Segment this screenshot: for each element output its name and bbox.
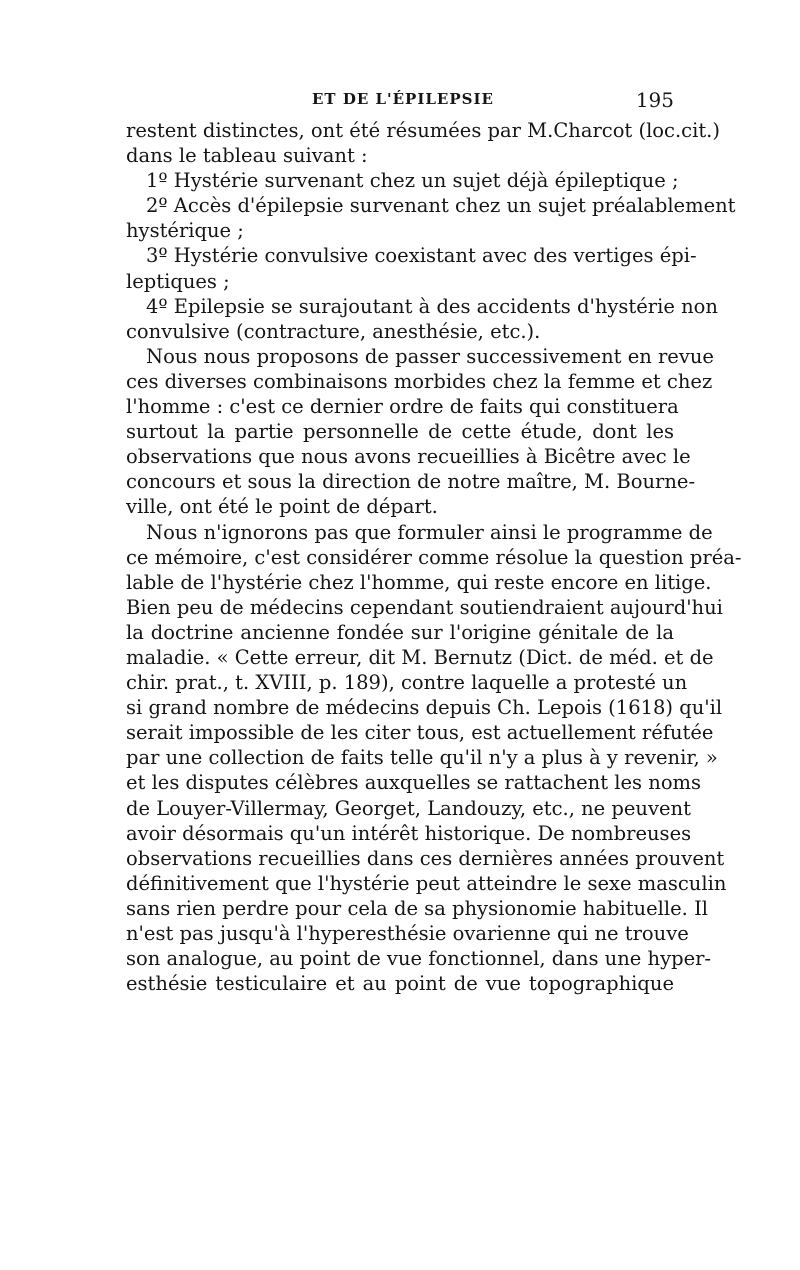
running-title: ET DE L'ÉPILEPSIE [312, 90, 494, 108]
text-line: si grand nombre de médecins depuis Ch. Lepois (1618) qu'il [126, 696, 723, 720]
text-line: Nous nous proposons de passer successivement en revue [146, 344, 714, 368]
text-line: convulsive (contracture, anesthésie, etc.). [126, 319, 541, 343]
text-line: restent distinctes, ont été résumées par M.Charcot (loc.cit.) [126, 119, 720, 142]
text-line: 1º Hystérie survenant chez un sujet déjà épileptique ; [146, 169, 679, 193]
text-line: n'est pas jusqu'à l'hyperesthésie ovarienne qui ne trouve [126, 922, 689, 945]
book-page [126, 88, 742, 996]
text-line: lable de l'hystérie chez l'homme, qui reste encore en litige. [126, 570, 712, 594]
text-line: ville, ont été le point de départ. [126, 495, 438, 519]
text-line: 2º Accès d'épilepsie survenant chez un sujet préalablement [146, 194, 736, 218]
text-line: leptiques ; [126, 269, 230, 293]
text-line: son analogue, au point de vue fonctionnel, dans une hyper- [126, 947, 712, 971]
text-line: concours et sous la direction de notre maître, M. Bourne- [126, 470, 696, 494]
text-line: définitivement que l'hystérie peut atteindre le sexe masculin [126, 871, 727, 895]
text-line: maladie. « Cette erreur, dit M. Bernutz (Dict. de méd. et de [126, 645, 714, 669]
text-line: esthésie testiculaire et au point de vue topographique [126, 972, 674, 996]
body-text [126, 118, 742, 996]
running-head [126, 88, 674, 118]
text-line: 3º Hystérie convulsive coexistant avec des vertiges épi- [146, 244, 697, 268]
text-line: sans rien perdre pour cela de sa physionomie habituelle. Il [126, 896, 709, 920]
text-line: chir. prat., t. XVIII, p. 189), contre laquelle a protesté un [126, 671, 688, 695]
text-line: par une collection de faits telle qu'il n'y a plus à y revenir, » [126, 746, 718, 770]
text-line: avoir désormais qu'un intérêt historique. De nombreuses [126, 821, 692, 845]
text-line: dans le tableau suivant : [126, 144, 368, 168]
text-line: surtout la partie personnelle de cette étude, dont les [126, 420, 674, 444]
text-line: serait impossible de les citer tous, est actuellement réfutée [126, 721, 714, 745]
text-line: l'homme : c'est ce dernier ordre de faits qui constituera [126, 395, 679, 419]
text-line: la doctrine ancienne fondée sur l'origine génitale de la [126, 620, 674, 644]
text-line: Nous n'ignorons pas que formuler ainsi le programme de [146, 520, 713, 544]
text-line: ce mémoire, c'est considérer comme résolue la question préa- [126, 545, 742, 569]
text-line: 4º Epilepsie se surajoutant à des accidents d'hystérie non [146, 294, 718, 318]
text-line: et les disputes célèbres auxquelles se rattachent les noms [126, 771, 702, 795]
page-number: 195 [635, 88, 674, 112]
text-line: observations recueillies dans ces dernières années prouvent [126, 846, 725, 870]
text-line: Bien peu de médecins cependant soutiendraient aujourd'hui [126, 595, 723, 619]
text-line: observations que nous avons recueillies à Bicêtre avec le [126, 445, 691, 469]
text-line: hystérique ; [126, 219, 244, 243]
text-line: ces diverses combinaisons morbides chez la femme et chez [126, 369, 713, 393]
text-line: de Louyer-Villermay, Georget, Landouzy, etc., ne peuvent [126, 796, 691, 820]
